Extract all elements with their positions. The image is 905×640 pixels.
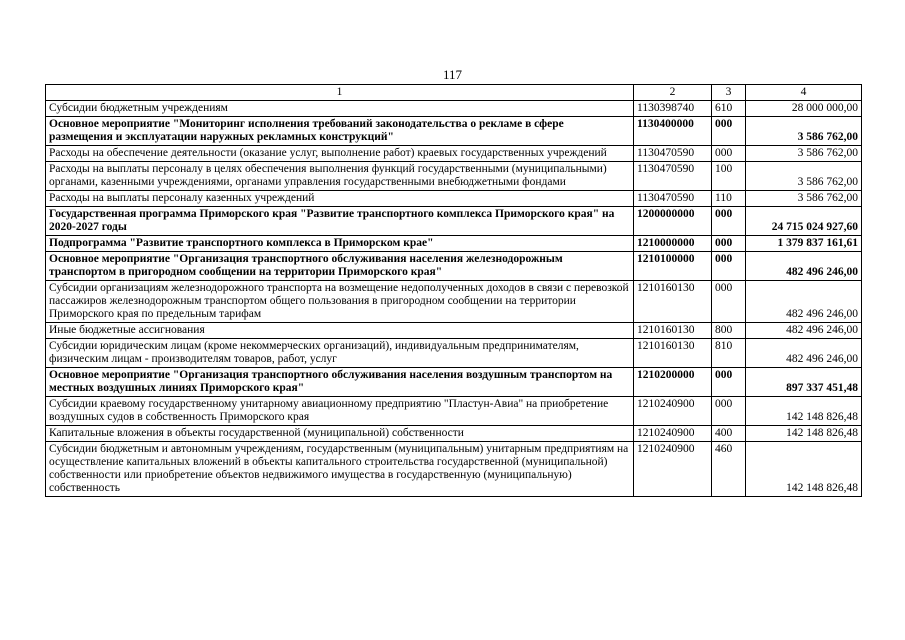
row-code: 1200000000	[634, 207, 712, 236]
table-row	[46, 281, 862, 323]
row-amount: 482 496 246,00	[746, 281, 862, 323]
row-name: Субсидии организациям железнодорожного транспорта на возмещение недополученных доходов в связи с перевозкой пассажиров железнодорожным транспортом общего пользования в пригородном сообщении на территории Приморского края по предельным тарифам	[46, 281, 634, 323]
page-number: 117	[442, 67, 463, 82]
row-type: 810	[712, 339, 746, 368]
row-name: Государственная программа Приморского края "Развитие транспортного комплекса Приморского края" на 2020-2027 годы	[46, 207, 634, 236]
row-name: Подпрограмма "Развитие транспортного комплекса в Приморском крае"	[46, 236, 634, 252]
header-col-4: 4	[746, 85, 862, 101]
table-row	[46, 323, 862, 339]
row-amount: 897 337 451,48	[746, 368, 862, 397]
row-code: 1210160130	[634, 323, 712, 339]
row-amount: 3 586 762,00	[746, 162, 862, 191]
table-row	[46, 339, 862, 368]
row-code: 1210000000	[634, 236, 712, 252]
row-name: Иные бюджетные ассигнования	[46, 323, 634, 339]
row-amount: 1 379 837 161,61	[746, 236, 862, 252]
row-code: 1130470590	[634, 146, 712, 162]
row-type: 610	[712, 101, 746, 117]
row-code: 1130400000	[634, 117, 712, 146]
row-code: 1210240900	[634, 426, 712, 442]
table-row	[46, 101, 862, 117]
header-col-3: 3	[712, 85, 746, 101]
row-type: 000	[712, 117, 746, 146]
row-type: 000	[712, 207, 746, 236]
row-type: 800	[712, 323, 746, 339]
table-row	[46, 191, 862, 207]
row-name: Субсидии бюджетным и автономным учреждениям, государственным (муниципальным) унитарным предприятиям на осуществление капитальных вложений в объекты капитального строительства государственной (муниципальной) собственности или приобретение объектов недвижимого имущества в государственную (муниципальную) собственность	[46, 442, 634, 497]
row-type: 000	[712, 236, 746, 252]
row-amount: 142 148 826,48	[746, 426, 862, 442]
row-type: 000	[712, 281, 746, 323]
table-row	[46, 397, 862, 426]
row-amount: 482 496 246,00	[746, 252, 862, 281]
table-row	[46, 236, 862, 252]
budget-table	[45, 84, 862, 497]
row-type: 000	[712, 368, 746, 397]
row-type: 100	[712, 162, 746, 191]
table-row	[46, 162, 862, 191]
row-name: Субсидии юридическим лицам (кроме некоммерческих организаций), индивидуальным предпринимателям, физическим лицам - производителям товаров, работ, услуг	[46, 339, 634, 368]
row-code: 1210240900	[634, 397, 712, 426]
table-row	[46, 426, 862, 442]
row-amount: 142 148 826,48	[746, 442, 862, 497]
row-amount: 482 496 246,00	[746, 323, 862, 339]
row-type: 400	[712, 426, 746, 442]
row-name: Основное мероприятие "Мониторинг исполнения требований законодательства о рекламе в сфере размещения и эксплуатации наружных рекламных конструкций"	[46, 117, 634, 146]
row-name: Расходы на выплаты персоналу казенных учреждений	[46, 191, 634, 207]
row-type: 000	[712, 146, 746, 162]
row-code: 1130470590	[634, 162, 712, 191]
row-amount: 482 496 246,00	[746, 339, 862, 368]
row-code: 1210160130	[634, 339, 712, 368]
table-row	[46, 252, 862, 281]
table-row	[46, 368, 862, 397]
row-type: 110	[712, 191, 746, 207]
row-amount: 3 586 762,00	[746, 146, 862, 162]
row-name: Расходы на обеспечение деятельности (оказание услуг, выполнение работ) краевых государственных учреждений	[46, 146, 634, 162]
row-amount: 142 148 826,48	[746, 397, 862, 426]
header-col-1: 1	[46, 85, 634, 101]
row-code: 1130470590	[634, 191, 712, 207]
row-name: Основное мероприятие "Организация транспортного обслуживания населения железнодорожным транспортом в пригородном сообщении на территории Приморского края"	[46, 252, 634, 281]
row-name: Капитальные вложения в объекты государственной (муниципальной) собственности	[46, 426, 634, 442]
table-row	[46, 207, 862, 236]
row-code: 1210240900	[634, 442, 712, 497]
row-code: 1210100000	[634, 252, 712, 281]
row-amount: 3 586 762,00	[746, 191, 862, 207]
row-name: Субсидии бюджетным учреждениям	[46, 101, 634, 117]
row-code: 1210160130	[634, 281, 712, 323]
header-col-2: 2	[634, 85, 712, 101]
row-type: 000	[712, 397, 746, 426]
table-header-row	[46, 85, 862, 101]
table-row	[46, 442, 862, 497]
row-amount: 3 586 762,00	[746, 117, 862, 146]
row-type: 000	[712, 252, 746, 281]
row-code: 1210200000	[634, 368, 712, 397]
row-code: 1130398740	[634, 101, 712, 117]
row-name: Расходы на выплаты персоналу в целях обеспечения выполнения функций государственными (муниципальными) органами, казенными учреждениями, органами управления государственными внебюджетными фондами	[46, 162, 634, 191]
table-row	[46, 146, 862, 162]
row-amount: 24 715 024 927,60	[746, 207, 862, 236]
row-name: Основное мероприятие "Организация транспортного обслуживания населения воздушным транспортом на местных воздушных линиях Приморского края"	[46, 368, 634, 397]
row-name: Субсидии краевому государственному унитарному авиационному предприятию "Пластун-Авиа" на приобретение воздушных судов в собственность Приморского края	[46, 397, 634, 426]
table-row	[46, 117, 862, 146]
row-type: 460	[712, 442, 746, 497]
row-amount: 28 000 000,00	[746, 101, 862, 117]
